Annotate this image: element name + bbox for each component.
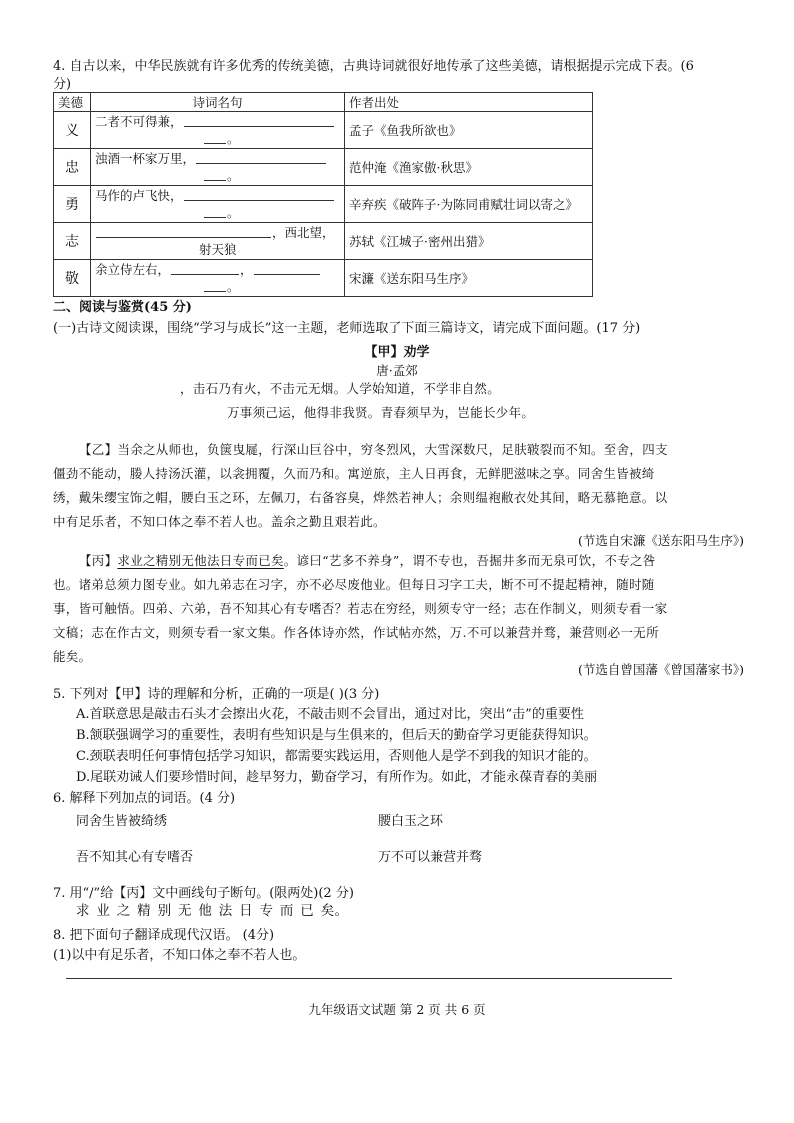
q6-item: 万不可以兼营并骛 [378, 850, 483, 865]
passage-text: 。谚曰“艺多不养身”，谓不专也，吾掘井多而无泉可饮，不专之咎 [283, 553, 656, 568]
header-poem: 诗词名句 [91, 93, 345, 112]
poem-cell [91, 223, 345, 260]
table-row [54, 260, 593, 297]
answer-blank[interactable] [184, 125, 334, 127]
poem-cell [91, 260, 345, 297]
q7-sentence: 求 业 之 精 别 无 他 法 日 专 而 已 矣。 [76, 903, 349, 919]
q8-item: (1)以中有足乐者，不知口体之奉不若人也。 [53, 948, 306, 963]
poem-line: ，击石乃有火，不击元无烟。人学始知道，不学非自然。 [180, 381, 501, 396]
passage-line: 【乙】当余之从师也，负箧曳屣，行深山巨谷中，穷冬烈风，大雪深数尺，足肤皲裂而不知。至舍，四支 [79, 442, 668, 457]
poem-cell [91, 112, 345, 149]
section-title: 二、阅读与鉴赏(45 分) [53, 300, 192, 315]
answer-blank[interactable] [196, 162, 326, 164]
q4-stem-cont: 分) [53, 77, 72, 92]
underlined-sentence: 求业之精别无他法日专而已矣 [117, 553, 284, 568]
poem-text: 浊酒一杯家万里， [95, 151, 196, 166]
passage-line: 事，皆可触悟。四弟、六弟，吾不知其心有专嗜否？若志在穷经，则须专守一经；志在作制义，则须专看一家 [53, 601, 668, 616]
answer-blank[interactable] [204, 216, 226, 218]
virtue-cell: 义 [54, 112, 91, 149]
q6-item: 同舍生皆被绮绣 [76, 814, 168, 829]
poem-text: ，西北望， [272, 225, 335, 240]
passage-label: 【丙】 [79, 553, 118, 568]
answer-blank[interactable] [171, 273, 239, 275]
virtue-cell: 志 [54, 223, 91, 260]
poem-title: 【甲】劝学 [364, 345, 430, 360]
q5-option-c[interactable]: C.颈联表明任何事情包括学习知识，都需要实践运用，否则他人是学不到我的知识才能的。 [76, 749, 597, 764]
source-cell: 苏轼《江城子·密州出猎》 [345, 223, 593, 260]
poem-text: 马作的卢飞快， [95, 188, 183, 203]
poem-punct: 。 [227, 205, 240, 220]
answer-blank[interactable] [96, 236, 271, 238]
q6-item: 腰白玉之环 [378, 814, 444, 829]
source-cell: 宋濂《送东阳马生序》 [345, 260, 593, 297]
poem-text: 二者不可得兼， [95, 114, 183, 129]
q5-stem: 5. 下列对【甲】诗的理解和分析，正确的一项是( )(3 分) [53, 687, 380, 702]
header-source: 作者出处 [345, 93, 593, 112]
passage-source: (节选自宋濂《送东阳马生序》) [577, 533, 744, 548]
table-row [54, 186, 593, 223]
poem-author: 唐·孟郊 [376, 363, 418, 378]
page-footer: 九年级语文试题 第 2 页 共 6 页 [308, 1002, 486, 1017]
answer-blank[interactable] [184, 199, 334, 201]
passage-line: 中有足乐者，不知口体之奉不若人也。盖余之勤且艰若此。 [53, 514, 386, 529]
q5-option-a[interactable]: A.首联意思是敲击石头才会擦出火花，不敲击则不会冒出，通过对比，突出“击”的重要性 [76, 707, 584, 722]
header-virtue: 美德 [54, 93, 91, 112]
source-cell: 辛弃疾《破阵子·为陈同甫赋壮词以寄之》 [345, 186, 593, 223]
section-intro: (一)古诗文阅读课，围绕“学习与成长”这一主题，老师选取了下面三篇诗文，请完成下面问题。(17 分) [53, 321, 641, 336]
table-row [54, 149, 593, 186]
poem-line: 万事须己运，他得非我贤。青春须早为，岂能长少年。 [227, 405, 535, 420]
passage-line: 僵劲不能动，媵人持汤沃灌，以衾拥覆，久而乃和。寓逆旅，主人日再食，无鲜肥滋味之享。同舍生皆被绮 [53, 466, 655, 481]
poem-text: 射天狼 [199, 242, 237, 257]
passage-bing [53, 549, 741, 669]
passage-line: 绣，戴朱缨宝饰之帽，腰白玉之环，左佩刀，右备容臭，烨然若神人；余则缊袍敝衣处其间，略无慕艳意。以 [53, 490, 668, 505]
q7-stem: 7. 用“/”给【丙】文中画线句子断句。(限两处)(2 分) [53, 886, 354, 901]
passage-line: 能矣。 [53, 649, 92, 664]
virtue-table [53, 92, 593, 297]
answer-blank[interactable] [204, 290, 226, 292]
table-row [54, 112, 593, 149]
q5-option-b[interactable]: B.颔联强调学习的重要性，表明有些知识是与生俱来的，但后天的勤奋学习更能获得知识。 [76, 728, 597, 743]
virtue-cell: 忠 [54, 149, 91, 186]
source-cell: 孟子《鱼我所欲也》 [345, 112, 593, 149]
table-header-row [54, 93, 593, 112]
poem-cell [91, 149, 345, 186]
answer-blank[interactable] [204, 142, 226, 144]
q6-item: 吾不知其心有专嗜否 [76, 850, 194, 865]
poem-text: 余立侍左右， [95, 262, 171, 277]
q5-option-d[interactable]: D.尾联劝诫人们要珍惜时间，趁早努力，勤奋学习，有所作为。如此，才能永葆青春的美丽 [76, 770, 598, 785]
source-cell: 范仲淹《渔家傲·秋思》 [345, 149, 593, 186]
poem-punct: 。 [227, 168, 240, 183]
virtue-cell: 勇 [54, 186, 91, 223]
poem-punct: 。 [227, 279, 240, 294]
passage-yi [53, 438, 741, 534]
poem-punct: 。 [227, 131, 240, 146]
q4-stem: 4. 自古以来，中华民族就有许多优秀的传统美德，古典诗词就很好地传承了这些美德，请根据提示完成下表。(6 [53, 59, 694, 74]
poem-punct: ， [240, 262, 253, 277]
poem-cell [91, 186, 345, 223]
passage-line [53, 549, 741, 573]
q8-stem: 8. 把下面句子翻译成现代汉语。 (4分) [53, 928, 275, 943]
passage-line: 文稿；志在作古文，则须专看一家文集。作各体诗亦然，作试帖亦然，万.不可以兼营并骛，兼营则必一无所 [53, 625, 659, 640]
passage-source: (节选自曾国藩《曾国藩家书》) [577, 662, 744, 677]
answer-blank[interactable] [254, 273, 320, 275]
q6-stem: 6. 解释下列加点的词语。(4 分) [53, 791, 236, 806]
passage-line: 也。诸弟总须力图专业。如九弟志在习字，亦不必尽废他业。但每日习字工夫，断不可不提起精神，随时随 [53, 577, 655, 592]
virtue-cell: 敬 [54, 260, 91, 297]
table-row [54, 223, 593, 260]
answer-blank[interactable] [204, 179, 226, 181]
footer-divider [66, 978, 672, 979]
